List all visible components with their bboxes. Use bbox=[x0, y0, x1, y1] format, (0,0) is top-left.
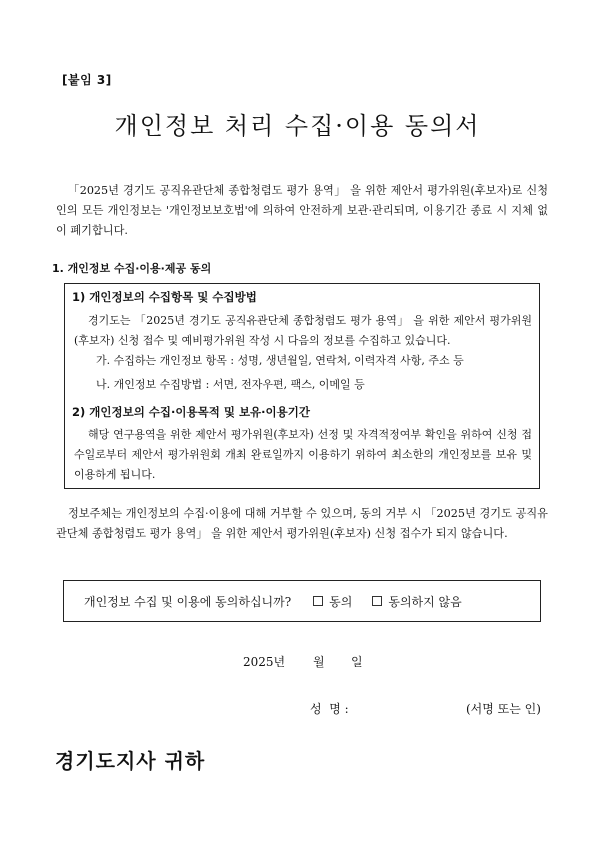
agree-option[interactable] bbox=[313, 593, 352, 610]
attachment-label: [붙임 3] bbox=[62, 73, 112, 87]
refusal-paragraph: 정보주체는 개인정보의 수집·이용에 대해 거부할 수 있으며, 동의 거부 시 「2025년 경기도 공직유관단체 종합청렴도 평가 용역」 을 위한 제안서 평가위원(후보자) 신청 접수가 되지 않습니다. bbox=[56, 507, 548, 540]
addressee: 경기도지사 귀하 bbox=[55, 749, 206, 773]
item-2-text: 해당 연구용역을 위한 제안서 평가위원(후보자) 선정 및 자격적정여부 확인을 위하여 신청 접수일로부터 제안서 평가위원회 개최 완료일까지 이용하기 위하여 최소한의 개인정보를 보유 및 이용하게 됩니다. bbox=[74, 428, 532, 481]
signature-hint: (서명 또는 인) bbox=[466, 702, 541, 716]
document-title: 개인정보 처리 수집·이용 동의서 bbox=[114, 112, 481, 140]
consent-question-box bbox=[63, 580, 541, 622]
consent-details-box bbox=[64, 283, 540, 489]
item-2-heading: 2) 개인정보의 수집·이용목적 및 보유·이용기간 bbox=[72, 405, 310, 419]
disagree-checkbox[interactable] bbox=[372, 596, 382, 606]
item-1-collected-fields: 가. 수집하는 개인정보 항목 : 성명, 생년월일, 연락처, 이력자격 사항, 주소 등 bbox=[96, 354, 464, 367]
item-1-text: 경기도는 「2025년 경기도 공직유관단체 종합청렴도 평가 용역」 을 위한 제안서 평가위원(후보자) 신청 접수 및 예비평가위원 작성 시 다음의 정보를 수집하고 있습니다. bbox=[74, 314, 532, 347]
agree-label: 동의 bbox=[329, 594, 353, 609]
item-1-collection-methods: 나. 개인정보 수집방법 : 서면, 전자우편, 팩스, 이메일 등 bbox=[96, 378, 365, 391]
item-1-heading: 1) 개인정보의 수집항목 및 수집방법 bbox=[72, 290, 257, 304]
disagree-label: 동의하지 않음 bbox=[388, 594, 462, 609]
disagree-option[interactable] bbox=[372, 593, 461, 610]
date-day: 일 bbox=[351, 655, 363, 669]
section-1-title: 1. 개인정보 수집·이용·제공 동의 bbox=[52, 262, 212, 275]
date-year: 2025년 bbox=[243, 655, 286, 669]
signature-name-label: 성 명 : bbox=[310, 702, 349, 716]
intro-paragraph: 「2025년 경기도 공직유관단체 종합청렴도 평가 용역」 을 위한 제안서 평가위원(후보자)로 신청인의 모든 개인정보는 '개인정보보호법'에 의하여 안전하게 보관·관리되며, 이용기간 종료 시 지체 없이 폐기합니다. bbox=[56, 184, 548, 237]
consent-question: 개인정보 수집 및 이용에 동의하십니까? bbox=[84, 594, 292, 609]
agree-checkbox[interactable] bbox=[313, 596, 323, 606]
date-month: 월 bbox=[313, 655, 325, 669]
